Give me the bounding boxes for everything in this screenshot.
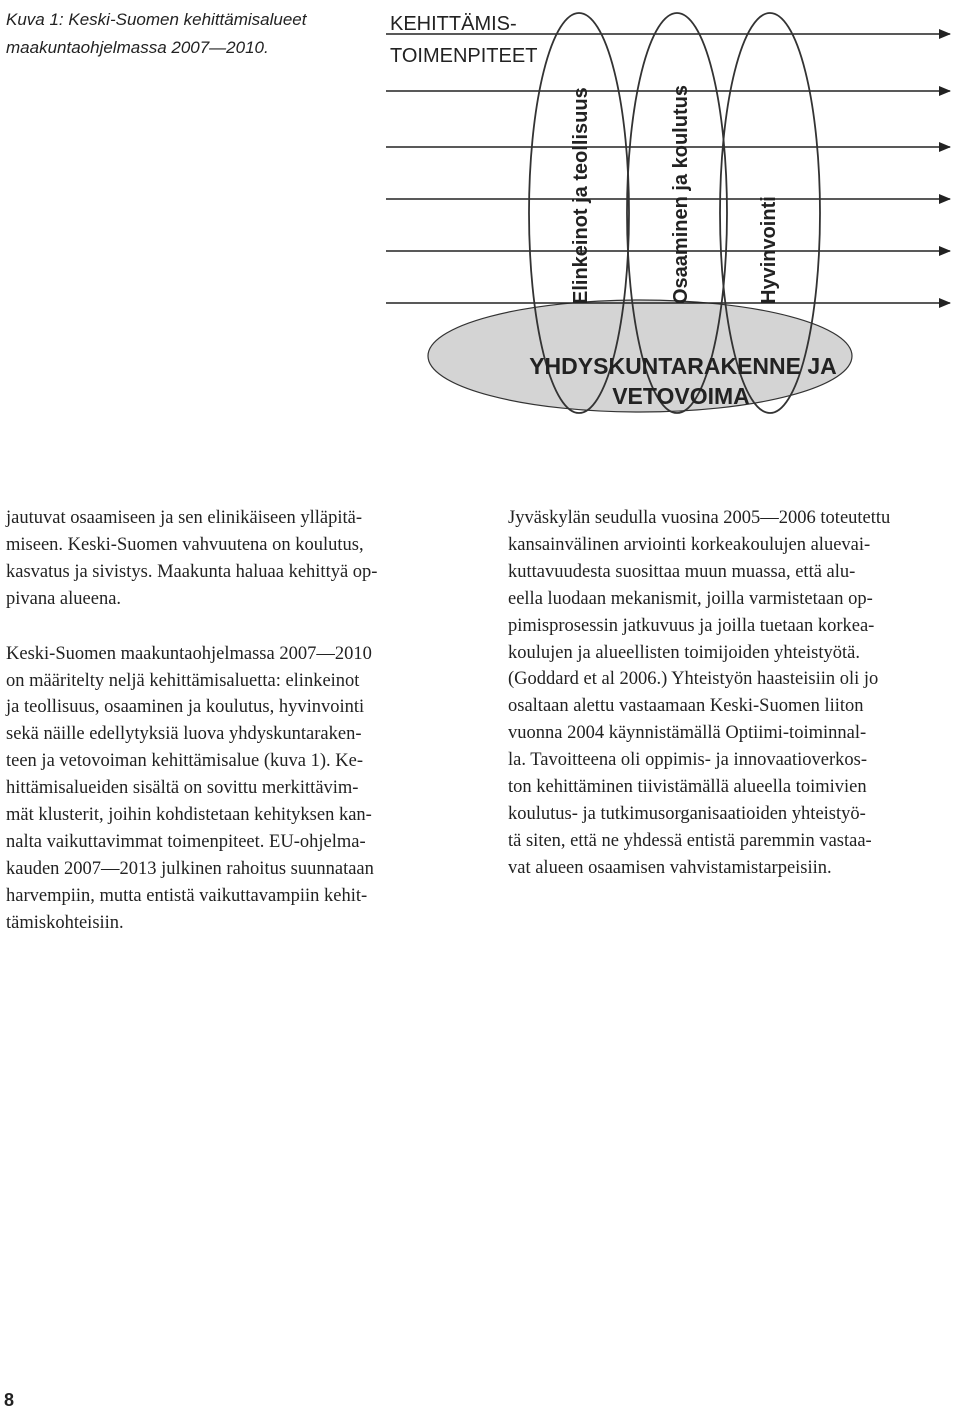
- right-column: [508, 505, 960, 882]
- area-label-business: Elinkeinot ja teollisuus: [570, 87, 592, 304]
- text-line: kuttavuudesta suosittaa muun muassa, että alu-: [508, 561, 856, 582]
- development-areas-diagram: [0, 0, 960, 480]
- text-line: vuonna 2004 käynnistämällä Optiimi-toiminnal-: [508, 723, 867, 744]
- paragraph: [508, 505, 960, 882]
- page-number: 8: [4, 1390, 15, 1410]
- text-line: pimisprosessin jatkuvuus ja joilla tuetaan korkea-: [508, 615, 875, 636]
- text-line: ja teollisuus, osaaminen ja koulutus, hyvinvointi: [6, 697, 365, 718]
- paragraph: [6, 505, 466, 613]
- text-line: pivana alueena.: [6, 588, 122, 609]
- text-line: tämiskohteisiin.: [6, 912, 124, 933]
- text-line: mät klusterit, joihin kohdistetaan kehityksen kan-: [6, 805, 372, 826]
- text-line: nalta vaikuttavimmat toimenpiteet. EU-ohjelma-: [6, 831, 366, 852]
- text-line: sekä näille edellytyksiä luova yhdyskuntaraken-: [6, 724, 362, 745]
- text-line: ton kehittäminen tiivistämällä alueella toimivien: [508, 777, 867, 798]
- text-line: tä siten, että ne yhdessä entistä paremmin vastaa-: [508, 830, 872, 851]
- text-line: on määritelty neljä kehittämisaluetta: elinkeinot: [6, 670, 360, 691]
- text-line: kasvatus ja sivistys. Maakunta haluaa kehittyä op-: [6, 561, 378, 582]
- text-line: osaltaan alettu vastaamaan Keski-Suomen liiton: [508, 696, 864, 717]
- text-line: (Goddard et al 2006.) Yhteistyön haasteisiin oli jo: [508, 669, 879, 690]
- text-line: kauden 2007—2013 julkinen rahoitus suunnataan: [6, 858, 374, 879]
- text-line: eella luodaan mekanismit, joilla varmistetaan op-: [508, 588, 873, 609]
- paragraph: [6, 641, 466, 937]
- text-line: jautuvat osaamiseen ja sen elinikäiseen ylläpitä-: [6, 508, 362, 528]
- caption-line: maakuntaohjelmassa 2007—2010.: [6, 38, 269, 57]
- text-line: miseen. Keski-Suomen vahvuutena on koulutus,: [6, 534, 364, 555]
- left-column: [6, 505, 466, 937]
- text-line: vat alueen osaamisen vahvistamistarpeisiin.: [508, 857, 832, 878]
- caption-line: Kuva 1: Keski-Suomen kehittämisalueet: [6, 10, 307, 29]
- diagram-header-line: KEHITTÄMIS-: [390, 13, 517, 35]
- text-line: koulujen ja alueellisten toimijoiden yhteistyötä.: [508, 642, 860, 663]
- text-line: hittämisalueiden sisältä on sovittu merkittävim-: [6, 778, 359, 799]
- text-line: la. Tavoitteena oli oppimis- ja innovaatioverkos-: [508, 750, 868, 771]
- text-line: Jyväskylän seudulla vuosina 2005—2006 toteutettu: [508, 508, 891, 528]
- text-line: kansainvälinen arviointi korkeakoulujen aluevai-: [508, 534, 871, 555]
- text-line: harvempiin, mutta entistä vaikuttavampiin kehit-: [6, 885, 368, 906]
- text-line: teen ja vetovoiman kehittämisalue (kuva 1). Ke-: [6, 751, 364, 772]
- text-line: koulutus- ja tutkimusorganisaatioiden yhteistyö-: [508, 803, 866, 824]
- area-label-wellbeing: Hyvinvointi: [758, 196, 780, 304]
- text-line: Keski-Suomen maakuntaohjelmassa 2007—2010: [6, 643, 372, 664]
- base-label-line: YHDYSKUNTARAKENNE JA: [529, 353, 837, 379]
- diagram-header-line: TOIMENPITEET: [390, 45, 538, 67]
- area-label-education: Osaaminen ja koulutus: [670, 85, 692, 304]
- base-label-line: VETOVOIMA: [612, 383, 750, 409]
- arrows: [386, 34, 950, 303]
